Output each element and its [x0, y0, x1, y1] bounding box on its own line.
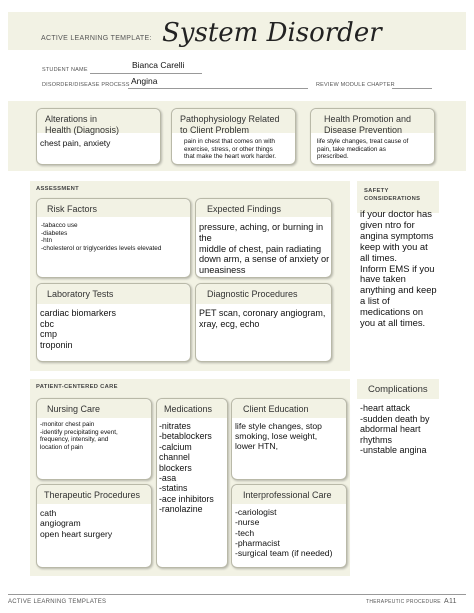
laboratory-tests-title: Laboratory Tests	[47, 289, 114, 299]
nursing-care-card	[36, 398, 152, 480]
therapeutic-procedures-body[interactable]: cath angiogram open heart surgery	[40, 508, 113, 539]
alterations-card	[36, 108, 161, 165]
risk-factors-title: Risk Factors	[47, 204, 98, 214]
medications-title: Medications	[164, 404, 213, 414]
student-name-value[interactable]: Bianca Carelli	[132, 60, 185, 70]
complications-body[interactable]: -heart attack -sudden death by abdormal heart rhythms -unstable angina	[360, 403, 430, 456]
interprofessional-care-body[interactable]: -cariologist -nurse -tech -pharmacist -surgical team (if needed)	[235, 507, 333, 559]
alterations-title: Alterations in Health (Diagnosis)	[45, 114, 120, 135]
interprofessional-care-title: Interprofessional Care	[243, 490, 332, 500]
health-promotion-title: Health Promotion and Disease Prevention	[324, 114, 412, 135]
footer-left: ACTIVE LEARNING TEMPLATES	[8, 599, 107, 605]
nursing-care-body[interactable]: -monitor chest pain -identify precipitating event, frequency, intensity, and location of pain	[40, 421, 118, 451]
footer-right-label: THERAPEUTIC PROCEDURE	[366, 599, 441, 605]
footer-page-number: A11	[444, 598, 457, 605]
nursing-care-title: Nursing Care	[47, 404, 101, 414]
expected-findings-card	[195, 198, 332, 278]
client-education-body[interactable]: life style changes, stop smoking, lose weight, lower HTN,	[235, 421, 322, 452]
pathophysiology-body[interactable]: pain in chest that comes on with exercise, stress, or other things that make the heart work harder.	[184, 138, 277, 161]
diagnostic-procedures-title: Diagnostic Procedures	[207, 289, 298, 299]
health-promotion-card	[310, 108, 435, 165]
student-name-line	[90, 73, 202, 74]
medications-body[interactable]: -nitrates -betablockers -calcium channel blockers -asa -statins -ace inhibitors -ranolazine	[159, 421, 214, 515]
risk-factors-body[interactable]: -tabacco use -diabetes -htn -cholesterol or triglycerides levels elevated	[41, 222, 162, 252]
expected-findings-body[interactable]: pressure, aching, or burning in the middle of chest, pain radiating down arm, a sense of anxiety or uneasiness	[199, 222, 330, 276]
review-chapter-line	[392, 88, 432, 89]
expected-findings-title: Expected Findings	[207, 204, 282, 214]
therapeutic-procedures-title: Therapeutic Procedures	[44, 490, 141, 500]
page-title: System Disorder	[162, 18, 382, 48]
interprofessional-care-card	[231, 484, 347, 568]
review-chapter-label: REVIEW MODULE CHAPTER	[316, 82, 395, 88]
client-education-card	[231, 398, 347, 480]
laboratory-tests-card	[36, 283, 191, 362]
disorder-value[interactable]: Angina	[131, 76, 158, 86]
pcc-label: PATIENT-CENTERED CARE	[36, 384, 118, 390]
pathophysiology-card	[171, 108, 296, 165]
footer-rule	[8, 594, 466, 595]
diagnostic-procedures-card	[195, 283, 332, 362]
complications-title: Complications	[368, 384, 428, 395]
health-promotion-body[interactable]: life style changes, treat cause of pain, take medication as prescribed.	[317, 138, 409, 161]
pathophysiology-title: Pathophysiology Related to Client Problem	[180, 114, 280, 135]
safety-body[interactable]: if your doctor has given ntro for angina symptoms keep with you at all times. Inform EMS if you have taken anything and keep a list of medications on you at all times.	[360, 208, 437, 329]
diagnostic-procedures-body[interactable]: PET scan, coronary angiogram, xray, ecg, echo	[199, 308, 326, 329]
disorder-label: DISORDER/DISEASE PROCESS	[42, 82, 130, 88]
medications-card	[156, 398, 228, 568]
therapeutic-procedures-card	[36, 484, 152, 568]
disorder-line	[128, 88, 308, 89]
assessment-label: ASSESSMENT	[36, 186, 79, 192]
student-name-label: STUDENT NAME	[42, 67, 88, 73]
risk-factors-card	[36, 198, 191, 278]
client-education-title: Client Education	[243, 404, 309, 414]
template-label: ACTIVE LEARNING TEMPLATE:	[41, 35, 152, 42]
laboratory-tests-body[interactable]: cardiac biomarkers cbc cmp troponin	[40, 308, 117, 350]
safety-label: SAFETY CONSIDERATIONS	[364, 188, 421, 202]
alterations-body[interactable]: chest pain, anxiety	[40, 138, 111, 148]
